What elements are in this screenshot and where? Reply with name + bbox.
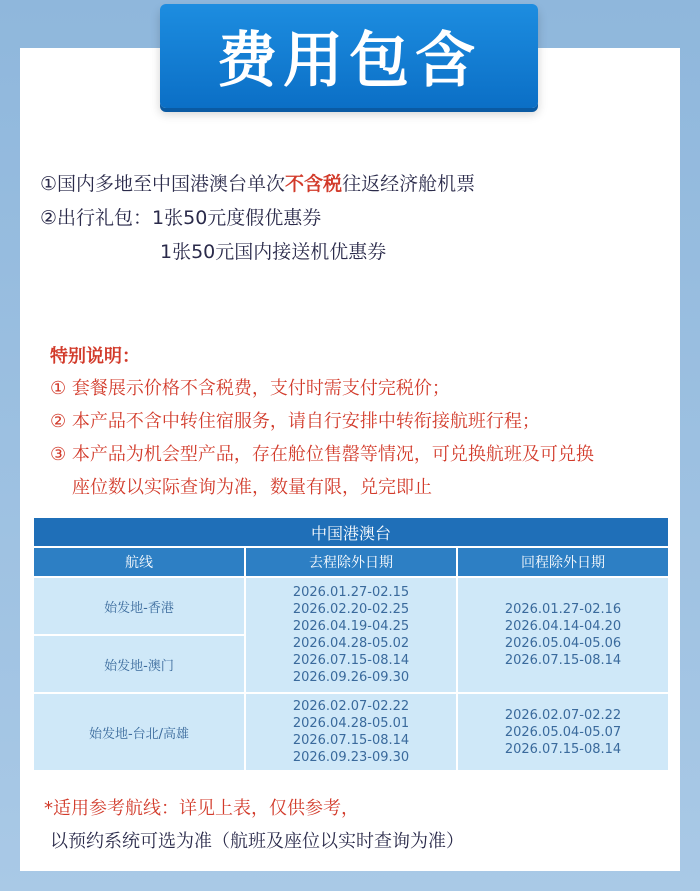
date-range: 2026.02.20-02.25: [292, 602, 410, 617]
return-dates-cell: [457, 577, 669, 693]
route-cell: 始发地-香港: [33, 577, 245, 635]
fee-item-flight: [40, 167, 475, 201]
route-cell: 始发地-台北/高雄: [33, 693, 245, 771]
date-range: 2026.01.27-02.16: [504, 602, 622, 617]
page-title: 费用包含: [160, 4, 538, 108]
fee-included-list: [40, 167, 475, 269]
date-range: 2026.04.28-05.02: [292, 636, 410, 651]
note-item-continued: 座位数以实际查询为准，数量有限，兑完即止: [72, 477, 432, 498]
date-range: 2026.05.04-05.06: [504, 636, 622, 651]
column-header-route: 航线: [33, 547, 245, 577]
exclusion-dates-table: [32, 516, 668, 772]
table-title: 中国港澳台: [33, 517, 669, 547]
date-range: 2026.04.14-04.20: [504, 619, 622, 634]
route-reference-line: 以预约系统可选为准（航班及座位以实时查询为准）: [50, 831, 464, 852]
special-notes: [50, 342, 594, 504]
note-item: ① 套餐展示价格不含税费，支付时需支付完税价；: [50, 378, 450, 399]
date-range: 2026.09.23-09.30: [292, 750, 410, 765]
date-range: 2026.07.15-08.14: [292, 653, 410, 668]
column-header-outbound: 去程除外日期: [245, 547, 457, 577]
outbound-dates-cell: [245, 577, 457, 693]
outbound-dates-cell: [245, 693, 457, 771]
fee-item-gift: ②出行礼包：1张50元度假优惠券: [40, 207, 322, 229]
fee-item-flight-tax-note: 不含税: [285, 173, 343, 195]
route-cell: 始发地-澳门: [33, 635, 245, 693]
date-range: 2026.04.28-05.01: [292, 716, 410, 731]
fee-item-flight-pre: ①国内多地至中国港澳台单次: [40, 173, 286, 195]
special-notes-title: 特别说明：: [50, 346, 140, 367]
return-dates-cell: [457, 693, 669, 771]
date-range: 2026.02.07-02.22: [292, 699, 410, 714]
note-item: ② 本产品不含中转住宿服务，请自行安排中转衔接航班行程；: [50, 411, 540, 432]
fee-item-gift-2: 1张50元国内接送机优惠券: [160, 241, 387, 263]
date-range: 2026.07.15-08.14: [504, 653, 622, 668]
column-header-return: 回程除外日期: [457, 547, 669, 577]
date-range: 2026.04.19-04.25: [292, 619, 410, 634]
date-range: 2026.05.04-05.07: [504, 724, 622, 740]
date-range: 2026.01.27-02.15: [292, 585, 410, 600]
route-reference-note: [44, 792, 464, 858]
date-range: 2026.07.15-08.14: [504, 741, 622, 757]
date-range: 2026.02.07-02.22: [504, 707, 622, 723]
date-range: 2026.07.15-08.14: [292, 733, 410, 748]
note-item: ③ 本产品为机会型产品，存在舱位售罄等情况，可兑换航班及可兑换: [50, 444, 594, 465]
date-range: 2026.09.26-09.30: [292, 670, 410, 685]
route-reference-line: *适用参考航线：详见上表，仅供参考，: [44, 798, 359, 819]
fee-item-flight-post: 往返经济舱机票: [342, 173, 476, 195]
